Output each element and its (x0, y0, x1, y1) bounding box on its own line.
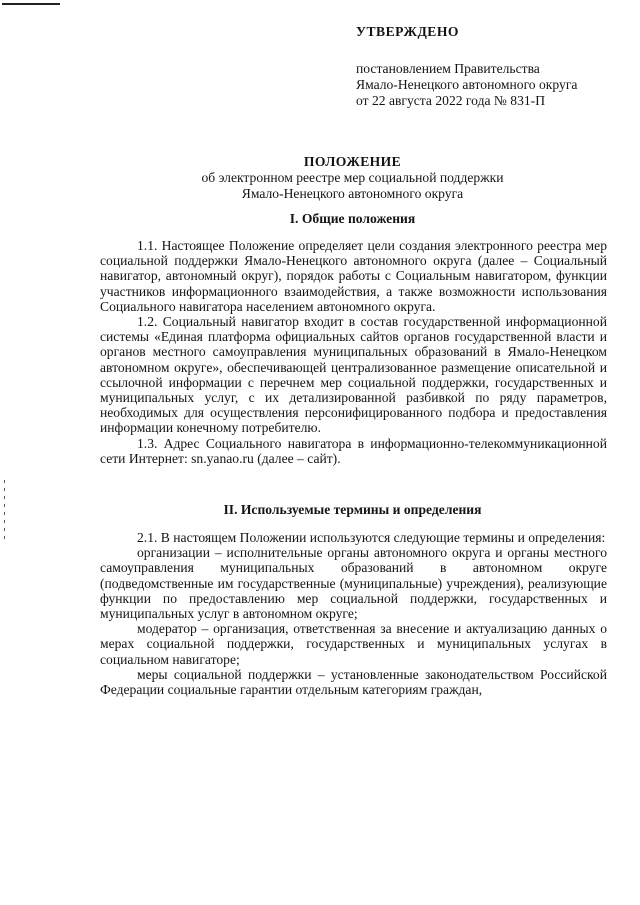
document-title-block (100, 154, 605, 202)
approval-line: Ямало-Ненецкого автономного округа (356, 77, 578, 92)
paragraph: 1.2. Социальный навигатор входит в состав государственной информационной системы «Единая платформа официальных сайтов органов государственной власти и органов местного самоуправления муниципальных образований в Ямало-Ненецком автономном округе», обеспечивающей централизованное размещение описательной и ссылочной информации с перечнем мер социальной поддержки, государственных и муниципальных услуг, с их детализированной разбивкой по ряду параметров, необходимых для осуществления персонифицированного подбора и предоставления информации конечному потребителю. (100, 314, 607, 436)
paragraph: 1.3. Адрес Социального навигатора в информационно-телекоммуникационной сети Интернет: sn.yanao.ru (далее – сайт). (100, 435, 607, 466)
section-body-terms (100, 530, 607, 697)
section-body-general (100, 238, 607, 466)
document-subtitle-line: Ямало-Ненецкого автономного округа (241, 186, 464, 201)
paragraph: 2.1. В настоящем Положении используются следующие термины и определения: (137, 530, 606, 545)
document-title: ПОЛОЖЕНИЕ (303, 154, 402, 169)
paragraph: модератор – организация, ответственная за внесение и актуализацию данных о мерах социальной поддержки, государственных и муниципальных услугах в социальном навигаторе; (100, 621, 607, 667)
scan-artifact-line (2, 3, 60, 5)
section-heading-general: I. Общие положения (289, 211, 416, 226)
approved-label: УТВЕРЖДЕНО (356, 24, 460, 39)
paragraph: организации – исполнительные органы автономного округа и органы местного самоуправления муниципальных образований в автономном округе (подведомственные им государственные (муниципальные) учреждения), реализующие функции по предоставлению мер социальной поддержки, государственных и муниципальных услуг в автономном округе; (100, 545, 607, 622)
approval-line: постановлением Правительства (356, 61, 540, 76)
approval-stamp (356, 24, 626, 109)
approval-line: от 22 августа 2022 года № 831-П (356, 93, 546, 108)
section-heading-terms: II. Используемые термины и определения (223, 502, 482, 517)
document-subtitle-line: об электронном реестре мер социальной поддержки (201, 170, 504, 185)
paragraph: меры социальной поддержки – установленные законодательством Российской Федерации социальные гарантии отдельным категориям граждан, (100, 666, 607, 698)
binding-margin-marks (4, 480, 6, 544)
paragraph: 1.1. Настоящее Положение определяет цели создания электронного реестра мер социальной поддержки Ямало-Ненецкого автономного округа (далее – Социальный навигатор, автономный округ), порядок работы с Социальным навигатором, функции участников информационного взаимодействия, а также возможности использования Социального навигатора населением автономного округа. (100, 238, 607, 314)
